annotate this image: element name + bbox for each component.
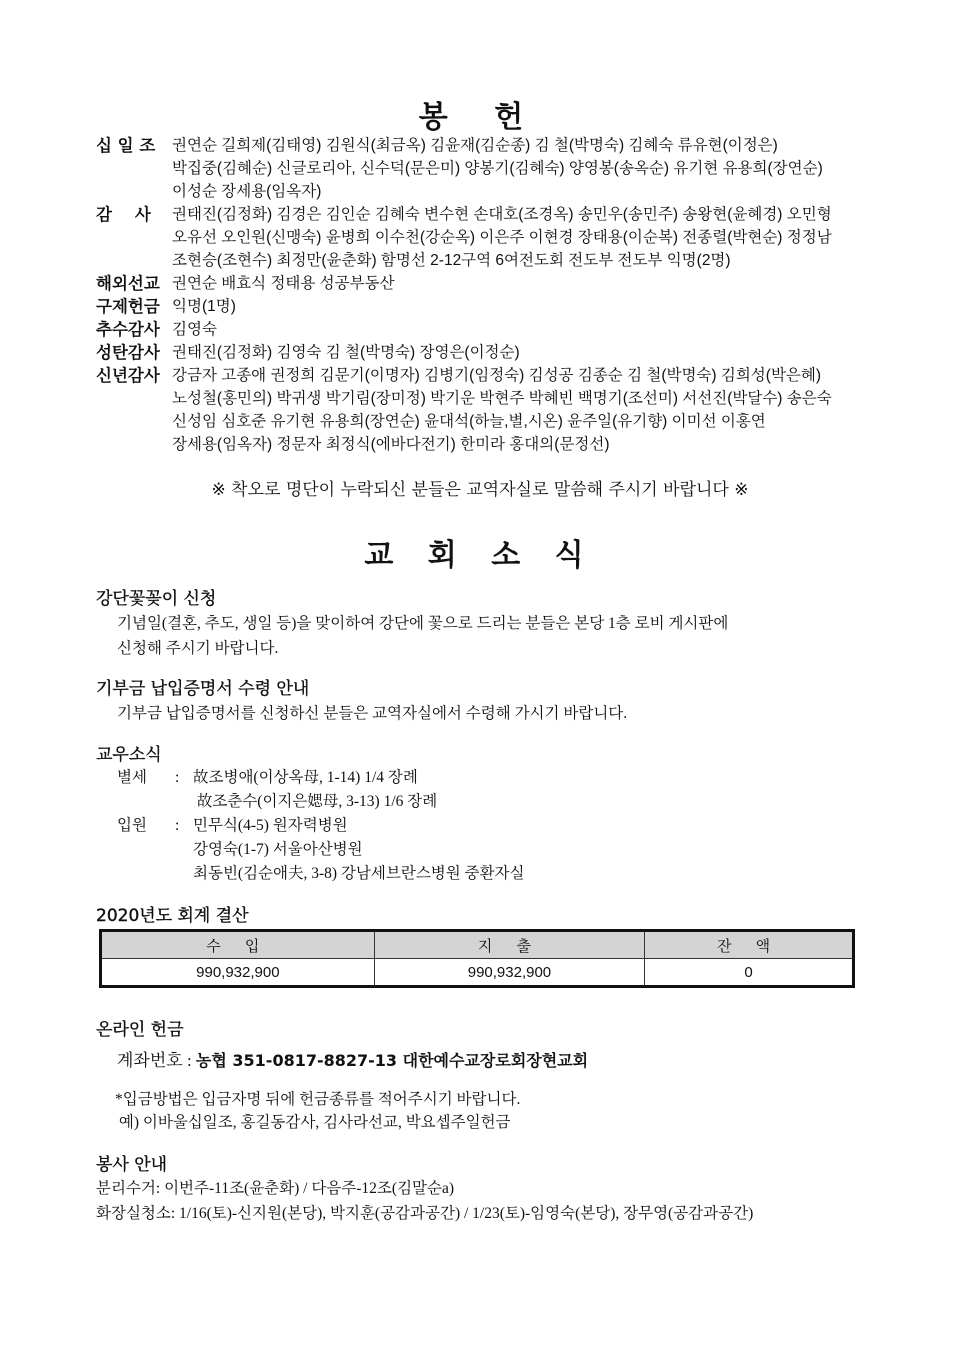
member-news-heading: 교우소식: [96, 745, 162, 765]
offering-row-christmas: [96, 341, 876, 364]
note-line: *입금방법은 입금자명 뒤에 헌금종류를 적어주시기 바랍니다.: [115, 1091, 521, 1108]
offering-label: 성탄감사: [96, 343, 160, 362]
news-items: [193, 814, 525, 886]
column-header-balance: 잔 액: [645, 931, 854, 959]
news-item: 강영숙(1-7) 서울아산병원: [193, 841, 363, 858]
expense-value: 990,932,900: [374, 959, 645, 987]
news-group-key: 입원: [117, 817, 147, 834]
settlement-header-row: [101, 931, 854, 959]
names-line: 오유선 오인원(신맹숙) 윤병희 이수천(강순옥) 이은주 이현경 장태용(이순복) 전종렬(박현순) 정정남: [172, 229, 832, 246]
offering-label: 신년감사: [96, 366, 160, 385]
names-line: 이성순 장세용(임옥자): [172, 183, 322, 200]
names-line: 강금자 고종애 권정희 김문기(이명자) 김병기(임정숙) 김성공 김종순 김 철(박명숙) 김희성(박은혜): [172, 367, 822, 384]
offering-row-harvest: [96, 318, 876, 341]
body-line: 신청해 주시기 바랍니다.: [117, 640, 279, 657]
offering-label: 해외선교: [96, 274, 160, 293]
offering-names: [172, 318, 876, 341]
settlement-table: [99, 929, 855, 988]
altar-flowers-heading: 강단꽃꽂이 신청: [96, 589, 217, 609]
account-value: 농협 351-0817-8827-13 대한예수교장로회장현교회: [195, 1051, 589, 1070]
names-line: 김영숙: [172, 321, 217, 338]
offering-names: [172, 203, 876, 272]
settlement-value-row: [101, 959, 854, 987]
offering-label: 추수감사: [96, 320, 160, 339]
names-line: 익명(1명): [172, 298, 236, 315]
offering-row-new-year: [96, 364, 876, 456]
church-news-title: 교 회 소 식: [364, 538, 596, 573]
offering-names: [172, 364, 876, 456]
offering-label: 구제헌금: [96, 297, 160, 316]
body-line: 기념일(결혼, 추도, 생일 등)을 맞이하여 강단에 꽃으로 드리는 분들은 본당 1층 로비 게시판에: [117, 615, 729, 632]
news-group-hospitalized: [117, 814, 525, 886]
names-line: 신성임 심호준 유기현 유용희(장연순) 윤대석(하늘,별,시온) 윤주일(유기향) 이미선 이홍연: [172, 413, 766, 430]
offering-names: [172, 134, 876, 203]
names-line: 권태진(김정화) 김경은 김인순 김혜숙 변수현 손대호(조경옥) 송민우(송민주) 송왕현(윤혜경) 오민형: [172, 206, 832, 223]
offering-row-overseas-mission: [96, 272, 876, 295]
service-line-restroom: 화장실청소: 1/16(토)-신지원(본당), 박지훈(공감과공간) / 1/23(토)-임영숙(본당), 장무영(공감과공간): [96, 1205, 754, 1222]
offering-names: [172, 295, 876, 318]
names-line: 박집중(김혜순) 신글로리아, 신수덕(문은미) 양봉기(김혜숙) 양영봉(송옥순) 유기현 유용희(장연순): [172, 160, 823, 177]
column-header-expense: 지 출: [374, 931, 645, 959]
balance-value: 0: [645, 959, 854, 987]
offering-row-tithe: [96, 134, 876, 203]
news-item: 최동빈(김순애夫, 3-8) 강남세브란스병원 중환자실: [193, 865, 525, 882]
offering-row-thanks: [96, 203, 876, 272]
news-group-deaths: [117, 766, 525, 814]
offering-list: [96, 134, 876, 456]
names-line: 권태진(김정화) 김영숙 김 철(박명숙) 장영은(이정순): [172, 344, 520, 361]
names-line: 권연순 배효식 정태용 성공부동산: [172, 275, 395, 292]
offering-title: 봉 헌: [418, 100, 542, 135]
offering-label: 십 일 조: [96, 136, 156, 155]
names-line: 장세용(임옥자) 정문자 최정식(에바다전기) 한미라 홍대의(문정선): [172, 436, 610, 453]
news-item: 故조병애(이상옥母, 1-14) 1/4 장례: [193, 769, 418, 786]
offering-label: 감 사: [96, 205, 151, 224]
account-label: 계좌번호 :: [117, 1051, 192, 1070]
service-heading: 봉사 안내: [96, 1155, 168, 1175]
service-body: [96, 1176, 753, 1226]
offering-row-relief: [96, 295, 876, 318]
offering-names: [172, 341, 876, 364]
donation-receipt-body: 기부금 납입증명서를 신청하신 분들은 교역자실에서 수령해 가시기 바랍니다.: [117, 705, 628, 722]
account-line: [117, 1046, 588, 1071]
omission-notice: ※ 착오로 명단이 누락되신 분들은 교역자실로 말씀해 주시기 바랍니다 ※: [211, 480, 749, 500]
online-offering-heading: 온라인 헌금: [96, 1020, 184, 1040]
offering-names: [172, 272, 876, 295]
donation-receipt-heading: 기부금 납입증명서 수령 안내: [96, 679, 310, 699]
settlement-heading: 2020년도 회계 결산: [96, 906, 249, 926]
note-line: 예) 이바울십일조, 홍길동감사, 김사라선교, 박요셉주일헌금: [115, 1114, 511, 1131]
news-item: 故조춘수(이지은媤母, 3-13) 1/6 장례: [193, 793, 438, 810]
news-items: [193, 766, 437, 814]
altar-flowers-body: [117, 611, 728, 661]
colon: :: [175, 769, 180, 786]
names-line: 노성철(홍민의) 박귀생 박기림(장미정) 박기운 박현주 박혜빈 백명기(조선미) 서선진(박달수) 송은숙: [172, 390, 832, 407]
income-value: 990,932,900: [101, 959, 375, 987]
column-header-income: 수 입: [101, 931, 375, 959]
names-line: 조현승(조현수) 최정만(윤춘화) 함명선 2-12구역 6여전도회 전도부 전도부 익명(2명): [172, 252, 731, 269]
news-item: 민무식(4-5) 원자력병원: [193, 817, 348, 834]
service-line-recycling: 분리수거: 이번주-11조(윤춘화) / 다음주-12조(김말순a): [96, 1180, 455, 1197]
member-news-body: [117, 766, 525, 886]
colon: :: [175, 817, 180, 834]
online-offering-note: [115, 1088, 520, 1134]
names-line: 권연순 길희제(김태영) 김원식(최금옥) 김윤재(김순종) 김 철(박명숙) 김혜숙 류유현(이정은): [172, 137, 778, 154]
news-group-key: 별세: [117, 769, 147, 786]
